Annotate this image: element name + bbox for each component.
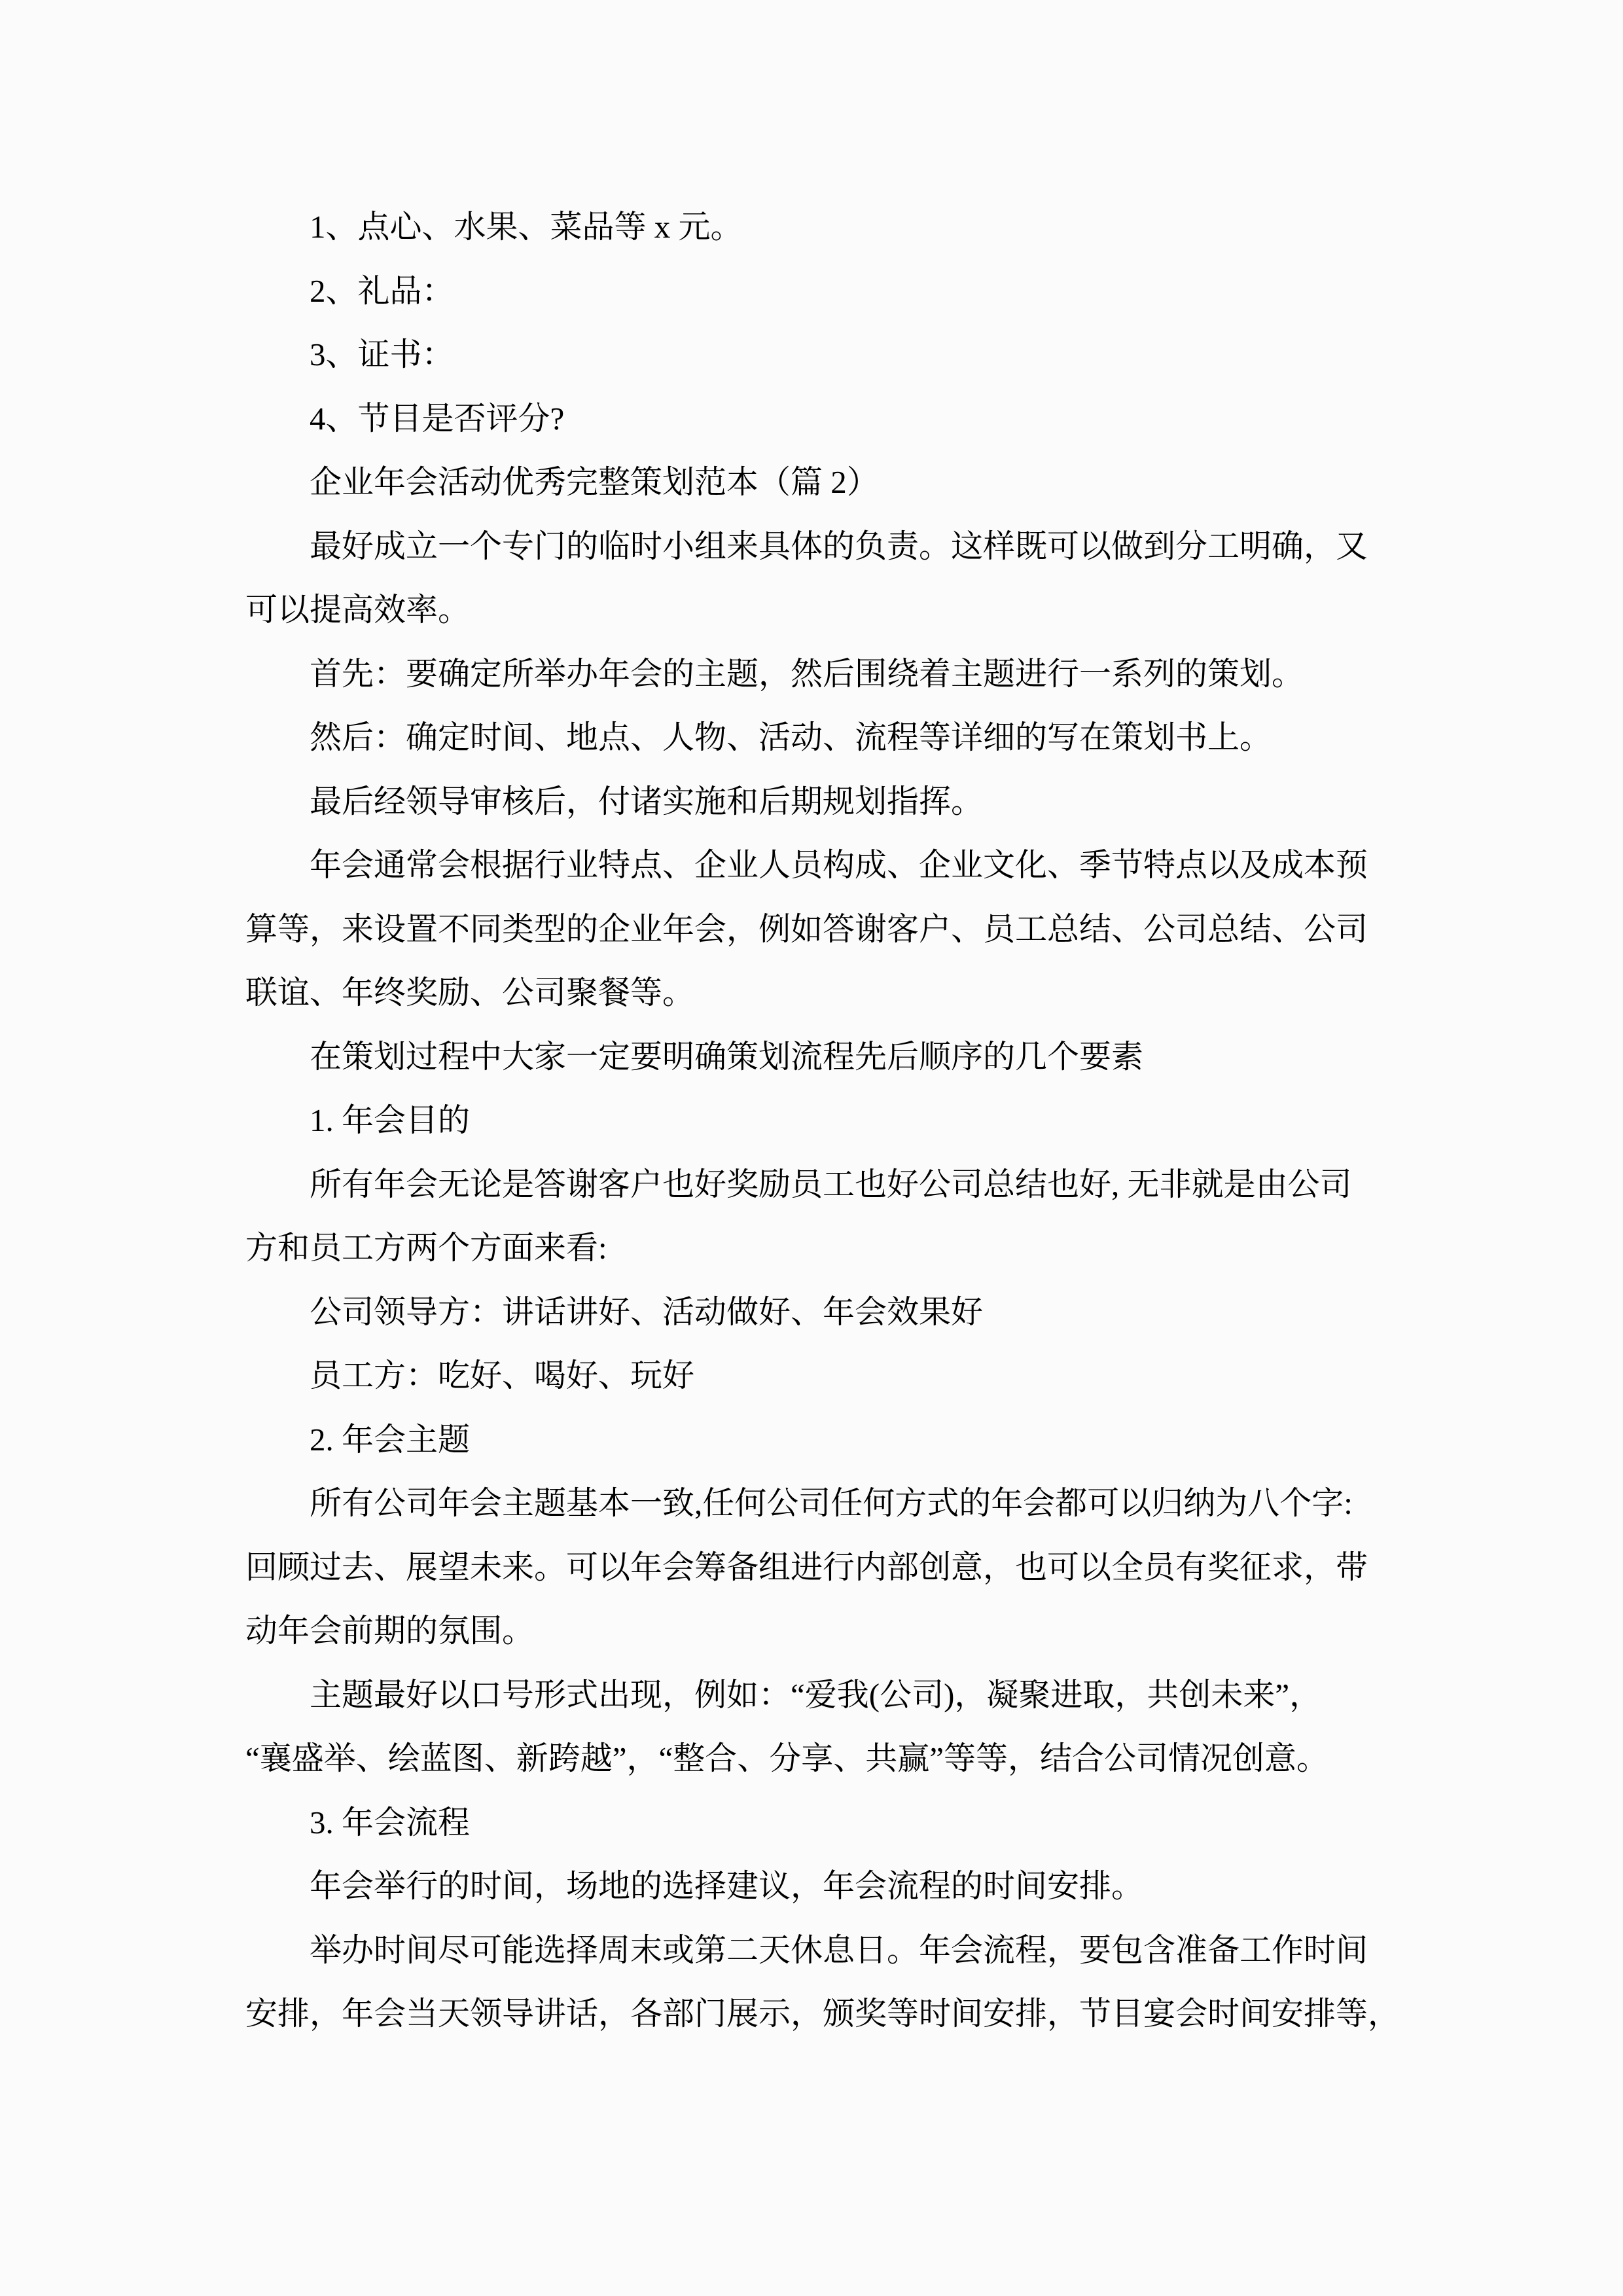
- text-line: 首先：要确定所举办年会的主题，然后围绕着主题进行一系列的策划。: [310, 655, 1304, 692]
- text-line: 企业年会活动优秀完整策划范本（篇 2）: [310, 464, 879, 500]
- text-line: 主题最好以口号形式出现，例如：“爱我(公司)，凝聚进取，共创未来”，: [310, 1676, 1322, 1713]
- text-line: 所有公司年会主题基本一致,任何公司任何方式的年会都可以归纳为八个字:: [310, 1485, 1353, 1521]
- text-line: 4、节目是否评分?: [310, 400, 565, 437]
- text-line: 在策划过程中大家一定要明确策划流程先后顺序的几个要素: [310, 1038, 1144, 1075]
- text-line: 安排，年会当天领导讲话，各部门展示，颁奖等时间安排，节目宴会时间安排等，: [245, 1996, 1400, 2032]
- text-line: 员工方：吃好、喝好、玩好: [310, 1357, 695, 1393]
- text-line: “襄盛举、绘蓝图、新跨越”，“整合、分享、共赢”等等，结合公司情况创意。: [245, 1740, 1329, 1776]
- text-line: 年会通常会根据行业特点、企业人员构成、企业文化、季节特点以及成本预: [310, 847, 1368, 883]
- text-line: 3、证书：: [310, 336, 454, 372]
- text-line: 然后：确定时间、地点、人物、活动、流程等详细的写在策划书上。: [310, 719, 1272, 755]
- text-line: 动年会前期的氛围。: [245, 1613, 535, 1649]
- text-line: 举办时间尽可能选择周末或第二天休息日。年会流程，要包含准备工作时间: [310, 1931, 1368, 1968]
- text-line: 年会举行的时间，场地的选择建议，年会流程的时间安排。: [310, 1868, 1144, 1904]
- text-line: 1、点心、水果、菜品等 x 元。: [310, 209, 743, 245]
- text-line: 最后经领导审核后，付诸实施和后期规划指挥。: [310, 783, 984, 819]
- text-line: 2. 年会主题: [310, 1421, 471, 1458]
- text-line: 所有年会无论是答谢客户也好奖励员工也好公司总结也好, 无非就是由公司: [310, 1166, 1352, 1202]
- text-line: 联谊、年终奖励、公司聚餐等。: [245, 975, 695, 1011]
- text-line: 可以提高效率。: [245, 592, 471, 628]
- text-line: 最好成立一个专门的临时小组来具体的负责。这样既可以做到分工明确，又: [310, 528, 1368, 564]
- text-line: 回顾过去、展望未来。可以年会筹备组进行内部创意，也可以全员有奖征求，带: [245, 1549, 1368, 1585]
- text-line: 方和员工方两个方面来看:: [245, 1230, 607, 1266]
- text-line: 2、礼品：: [310, 272, 454, 309]
- text-line: 3. 年会流程: [310, 1804, 471, 1840]
- text-line: 公司领导方：讲话讲好、活动做好、年会效果好: [310, 1293, 984, 1330]
- text-block: [245, 195, 1405, 2046]
- text-line: 1. 年会目的: [310, 1102, 471, 1138]
- text-line: 算等，来设置不同类型的企业年会，例如答谢客户、员工总结、公司总结、公司: [245, 910, 1368, 947]
